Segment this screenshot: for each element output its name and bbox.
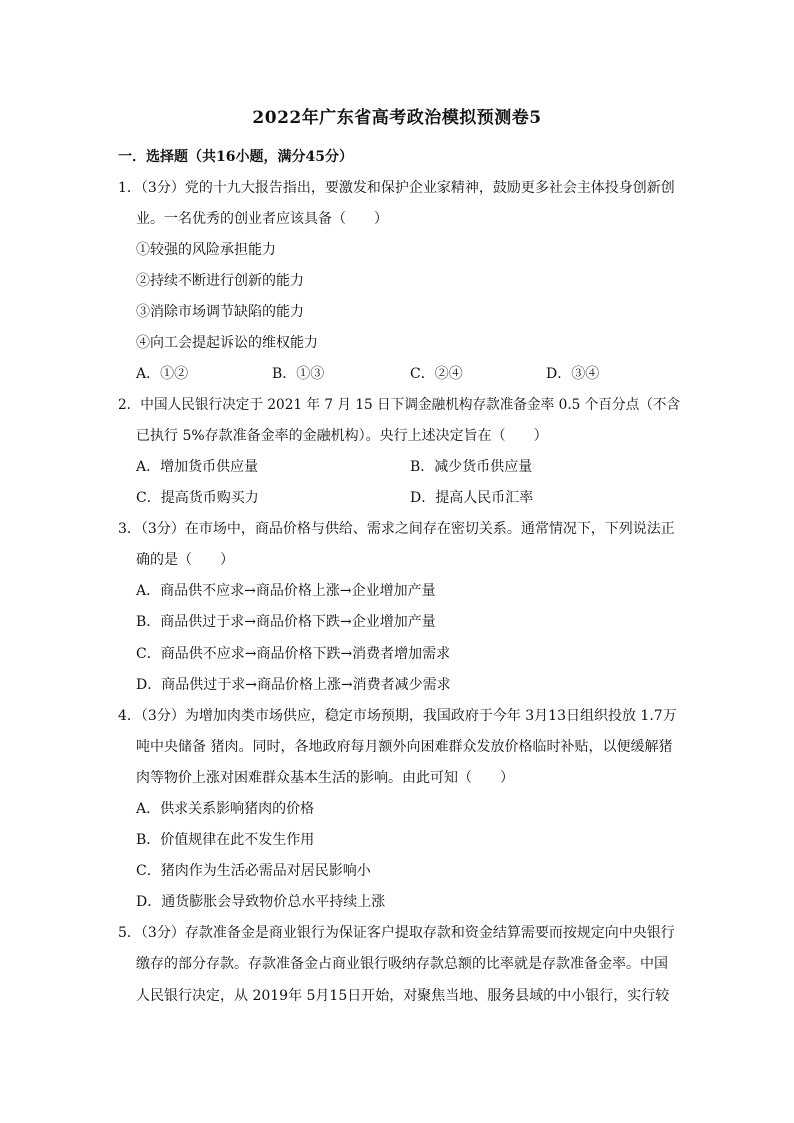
question-3-option-d: D．商品供过于求→商品价格上涨→消费者减少需求 bbox=[136, 677, 451, 693]
question-3-line-2: 确的是（ ） bbox=[136, 552, 234, 568]
question-4-option-c: C．猪肉作为生活必需品对居民影响小 bbox=[136, 863, 371, 879]
question-2-option-d: D．提高人民币汇率 bbox=[410, 490, 534, 506]
question-3-line-1: 3．（3分）在市场中，商品价格与供给、需求之间存在密切关系。通常情况下，下列说法正 bbox=[118, 521, 675, 537]
section-heading: 一．选择题（共16小题，满分45分） bbox=[118, 149, 353, 165]
question-4-option-a: A．供求关系影响猪肉的价格 bbox=[136, 801, 315, 817]
question-2-option-c: C．提高货币购买力 bbox=[136, 490, 259, 506]
question-1-option-b: B．①③ bbox=[272, 366, 325, 382]
question-4-line-1: 4．（3分）为增加肉类市场供应，稳定市场预期，我国政府于今年 3月13日组织投放 1.7万 bbox=[118, 708, 677, 724]
question-4-option-d: D．通货膨胀会导致物价总水平持续上涨 bbox=[136, 894, 386, 910]
question-2-line-1: 2．中国人民银行决定于 2021 年 7 月 15 日下调金融机构存款准备金率 0.5 个百分点（不含 bbox=[118, 397, 681, 413]
question-1-item: ②持续不断进行创新的能力 bbox=[136, 273, 304, 289]
page-title: 2022年广东省高考政治模拟预测卷5 bbox=[252, 108, 542, 128]
question-2-line-2: 已执行 5%存款准备金率的金融机构）。央行上述决定旨在（ ） bbox=[136, 428, 548, 444]
question-2-option-b: B．减少货币供应量 bbox=[410, 459, 533, 475]
question-1-option-d: D．③④ bbox=[546, 366, 600, 382]
question-3-option-c: C．商品供不应求→商品价格下跌→消费者增加需求 bbox=[136, 646, 451, 662]
question-5-line-3: 人民银行决定，从 2019年 5月15日开始，对聚焦当地、服务县域的中小银行，实行较 bbox=[136, 988, 670, 1004]
question-5-line-2: 缴存的部分存款。存款准备金占商业银行吸纳存款总额的比率就是存款准备金率。中国 bbox=[136, 956, 668, 972]
question-3-option-a: A．商品供不应求→商品价格上涨→企业增加产量 bbox=[136, 583, 436, 599]
question-1-line-2: 业。一名优秀的创业者应该具备（ ） bbox=[136, 211, 388, 227]
question-1-option-a: A．①② bbox=[136, 366, 189, 382]
question-4-option-b: B．价值规律在此不发生作用 bbox=[136, 832, 315, 848]
question-1-line-1: 1．（3分）党的十九大报告指出，要激发和保护企业家精神，鼓励更多社会主体投身创新创 bbox=[118, 180, 675, 196]
question-4-line-2: 吨中央储备 猪肉。同时，各地政府每月额外向困难群众发放价格临时补贴，以便缓解猪 bbox=[136, 739, 673, 755]
question-5-line-1: 5．（3分）存款准备金是商业银行为保证客户提取存款和资金结算需要而按规定向中央银行 bbox=[118, 925, 675, 941]
question-3-option-b: B．商品供过于求→商品价格下跌→企业增加产量 bbox=[136, 614, 436, 630]
question-1-item: ①较强的风险承担能力 bbox=[136, 242, 276, 258]
question-4-line-3: 肉等物价上涨对困难群众基本生活的影响。由此可知（ ） bbox=[136, 770, 514, 786]
question-1-item: ④向工会提起诉讼的维权能力 bbox=[136, 335, 318, 351]
question-1-option-c: C．②④ bbox=[410, 366, 463, 382]
question-2-option-a: A．增加货币供应量 bbox=[136, 459, 259, 475]
question-1-item: ③消除市场调节缺陷的能力 bbox=[136, 304, 304, 320]
